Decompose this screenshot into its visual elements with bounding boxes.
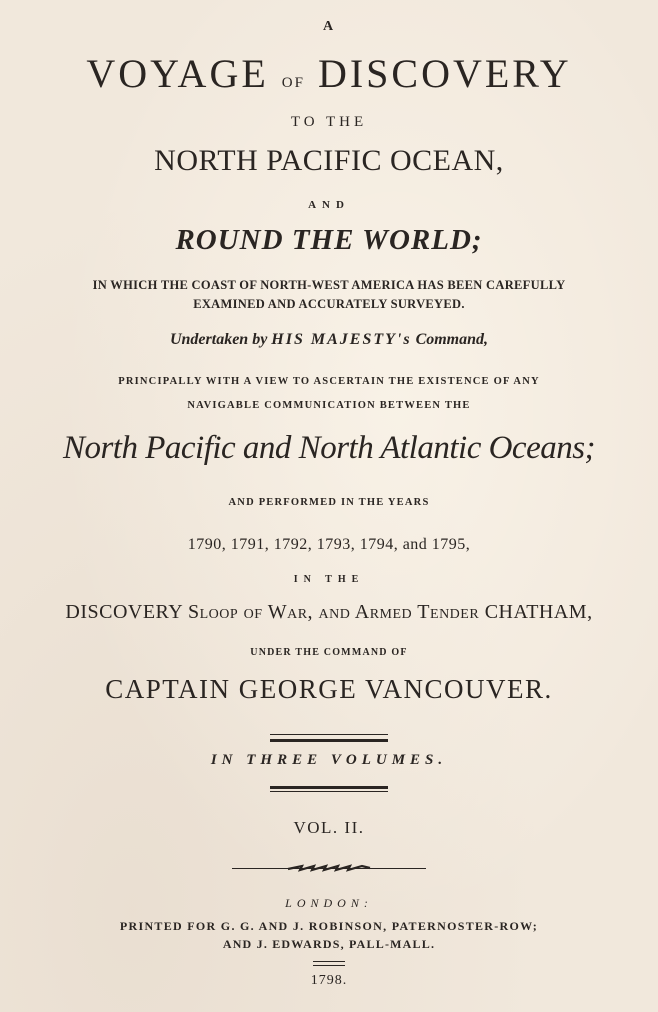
divider-rule xyxy=(270,734,388,735)
purpose-line-2: NAVIGABLE COMMUNICATION BETWEEN THE xyxy=(187,400,471,411)
coast-description-line-1: IN WHICH THE COAST OF NORTH-WEST AMERICA HAS BEEN CAREFULLY xyxy=(92,278,566,292)
round-the-world-line: ROUND THE WORLD; xyxy=(175,224,483,256)
printer-line-1: PRINTED FOR G. G. AND J. ROBINSON, PATERNOSTER-ROW; xyxy=(119,919,539,933)
captain-line: CAPTAIN GEORGE VANCOUVER. xyxy=(105,674,553,704)
volume-number: VOL. II. xyxy=(293,818,365,837)
coast-description-line-2: EXAMINED AND ACCURATELY SURVEYED. xyxy=(193,297,465,311)
purpose-line-1: PRINCIPALLY WITH A VIEW TO ASCERTAIN THE EXISTENCE OF ANY xyxy=(118,376,540,387)
main-title xyxy=(0,51,658,96)
his-majesty-text: HIS MAJESTY's xyxy=(271,331,412,348)
ship-discovery: DISCOVERY xyxy=(65,601,183,623)
north-pacific-ocean-line: NORTH PACIFIC OCEAN, xyxy=(154,144,504,177)
performed-line: AND PERFORMED IN THE YEARS xyxy=(228,497,430,508)
in-the-line: IN THE xyxy=(293,574,365,585)
article-a: A xyxy=(322,19,336,34)
london-line: LONDON: xyxy=(285,896,373,910)
title-word-voyage: VOYAGE xyxy=(86,51,269,96)
ornament-icon xyxy=(282,862,376,874)
oceans-line: North Pacific and North Atlantic Oceans; xyxy=(62,430,596,466)
divider-rule xyxy=(270,791,388,792)
command-line: UNDER THE COMMAND OF xyxy=(250,647,408,658)
divider-rule xyxy=(270,739,388,742)
divider-rule xyxy=(270,786,388,789)
undertaken-text: Undertaken by xyxy=(169,331,268,348)
publication-year: 1798. xyxy=(310,973,348,988)
divider-rule xyxy=(313,961,345,962)
title-word-of: of xyxy=(281,67,305,92)
printer-line-2: AND J. EDWARDS, PALL-MALL. xyxy=(222,937,436,951)
ships-line xyxy=(0,602,658,622)
ship-chatham: CHATHAM, xyxy=(484,601,593,623)
to-the-line: TO THE xyxy=(290,114,368,130)
undertaken-line xyxy=(0,332,658,348)
sloop-text: Sloop of War, and Armed Tender xyxy=(188,601,480,623)
volumes-line: IN THREE VOLUMES. xyxy=(210,752,448,768)
title-word-discovery: DISCOVERY xyxy=(317,51,572,96)
years-line: 1790, 1791, 1792, 1793, 1794, and 1795, xyxy=(187,536,471,553)
command-text: Command, xyxy=(415,331,489,348)
and-line: AND xyxy=(308,199,350,211)
divider-rule xyxy=(313,965,345,966)
